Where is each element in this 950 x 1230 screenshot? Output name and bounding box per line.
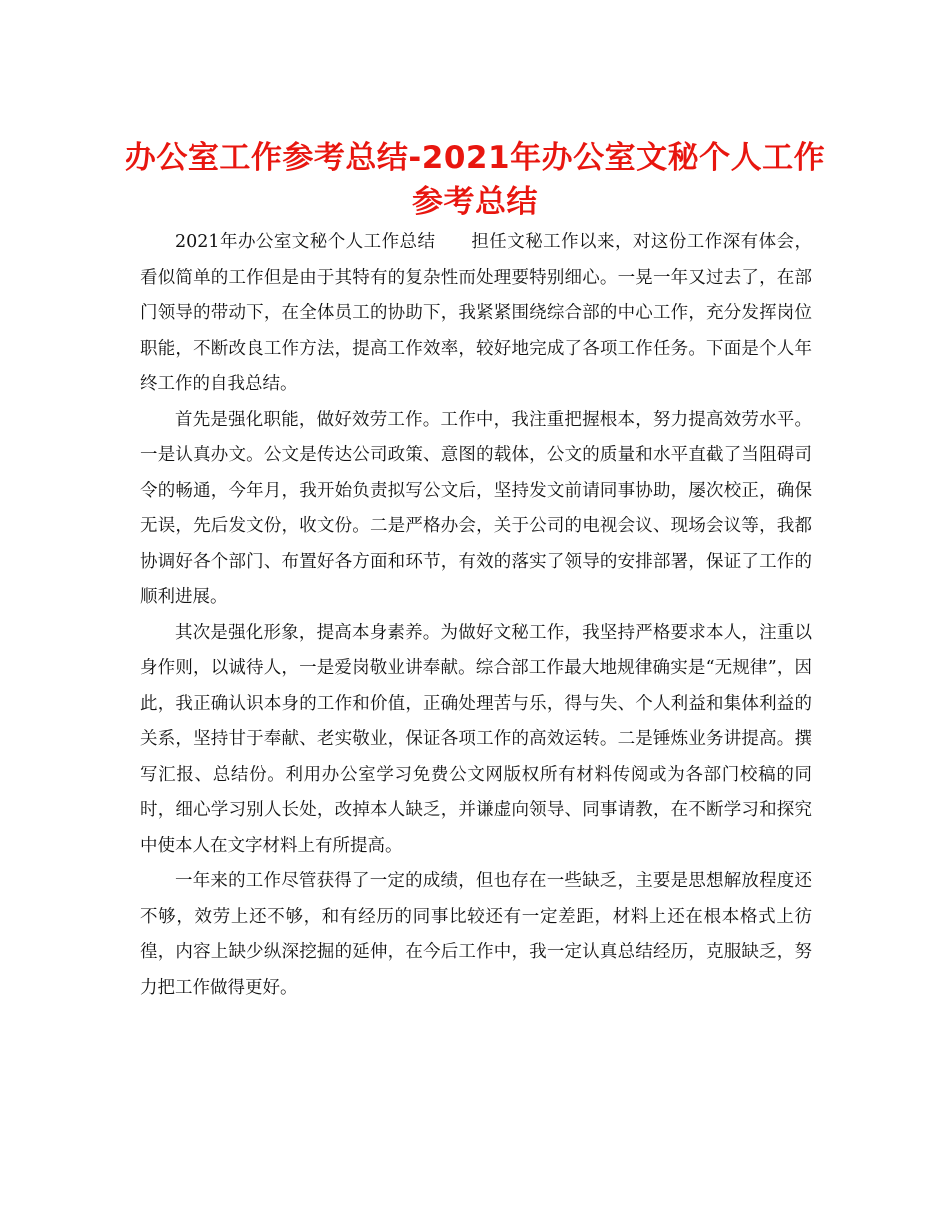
paragraph-conclusion: 一年来的工作尽管获得了一定的成绩，但也存在一些缺乏，主要是思想解放程度还不够，效劳上还不够，和有经历的同事比较还有一定差距，材料上还在根本格式上彷徨，内容上缺少纵深挖掘的延伸，在今后工作中，我一定认真总结经历，克服缺乏，努力把工作做得更好。 xyxy=(140,871,812,998)
paragraph-image: 其次是强化形象，提高本身素养。为做好文秘工作，我坚持严格要求本人，注重以身作则，以诚待人，一是爱岗敬业讲奉献。综合部工作最大地规律确实是“无规律”，因此，我正确认识本身的工作和价值，正确处理苦与乐，得与失、个人利益和集体利益的关系，坚持甘于奉献、老实敬业，保证各项工作的高效运转。二是锤炼业务讲提高。撰写汇报、总结份。利用办公室学习免费公文网版权所有材料传阅或为各部门校稿的同时，细心学习别人长处，改掉本人缺乏，并谦虚向领导、同事请教，在不断学习和探究中使本人在文字材料上有所提高。 xyxy=(140,622,812,856)
paragraph-duties: 首先是强化职能，做好效劳工作。工作中，我注重把握根本，努力提高效劳水平。一是认真办文。公文是传达公司政策、意图的载体，公文的质量和水平直截了当阻碍司令的畅通，今年月，我开始负责拟写公文后，坚持发文前请同事协助，屡次校正，确保无误，先后发文份，收文份。二是严格办会，关于公司的电视会议、现场会议等，我都协调好各个部门、布置好各方面和环节，有效的落实了领导的安排部署，保证了工作的顺利进展。 xyxy=(140,409,812,607)
paragraph-intro: 2021年办公室文秘个人工作总结 担任文秘工作以来，对这份工作深有体会，看似简单的工作但是由于其特有的复杂性而处理要特别细心。一晃一年又过去了，在部门领导的带动下，在全体员工的协助下，我紧紧围绕综合部的中心工作，充分发挥岗位职能，不断改良工作方法，提高工作效率，较好地完成了各项工作任务。下面是个人年终工作的自我总结。 xyxy=(140,232,812,394)
document-title: 办公室工作参考总结-2021年办公室文秘个人工作参考总结 xyxy=(124,140,826,220)
document-body xyxy=(140,225,812,1006)
